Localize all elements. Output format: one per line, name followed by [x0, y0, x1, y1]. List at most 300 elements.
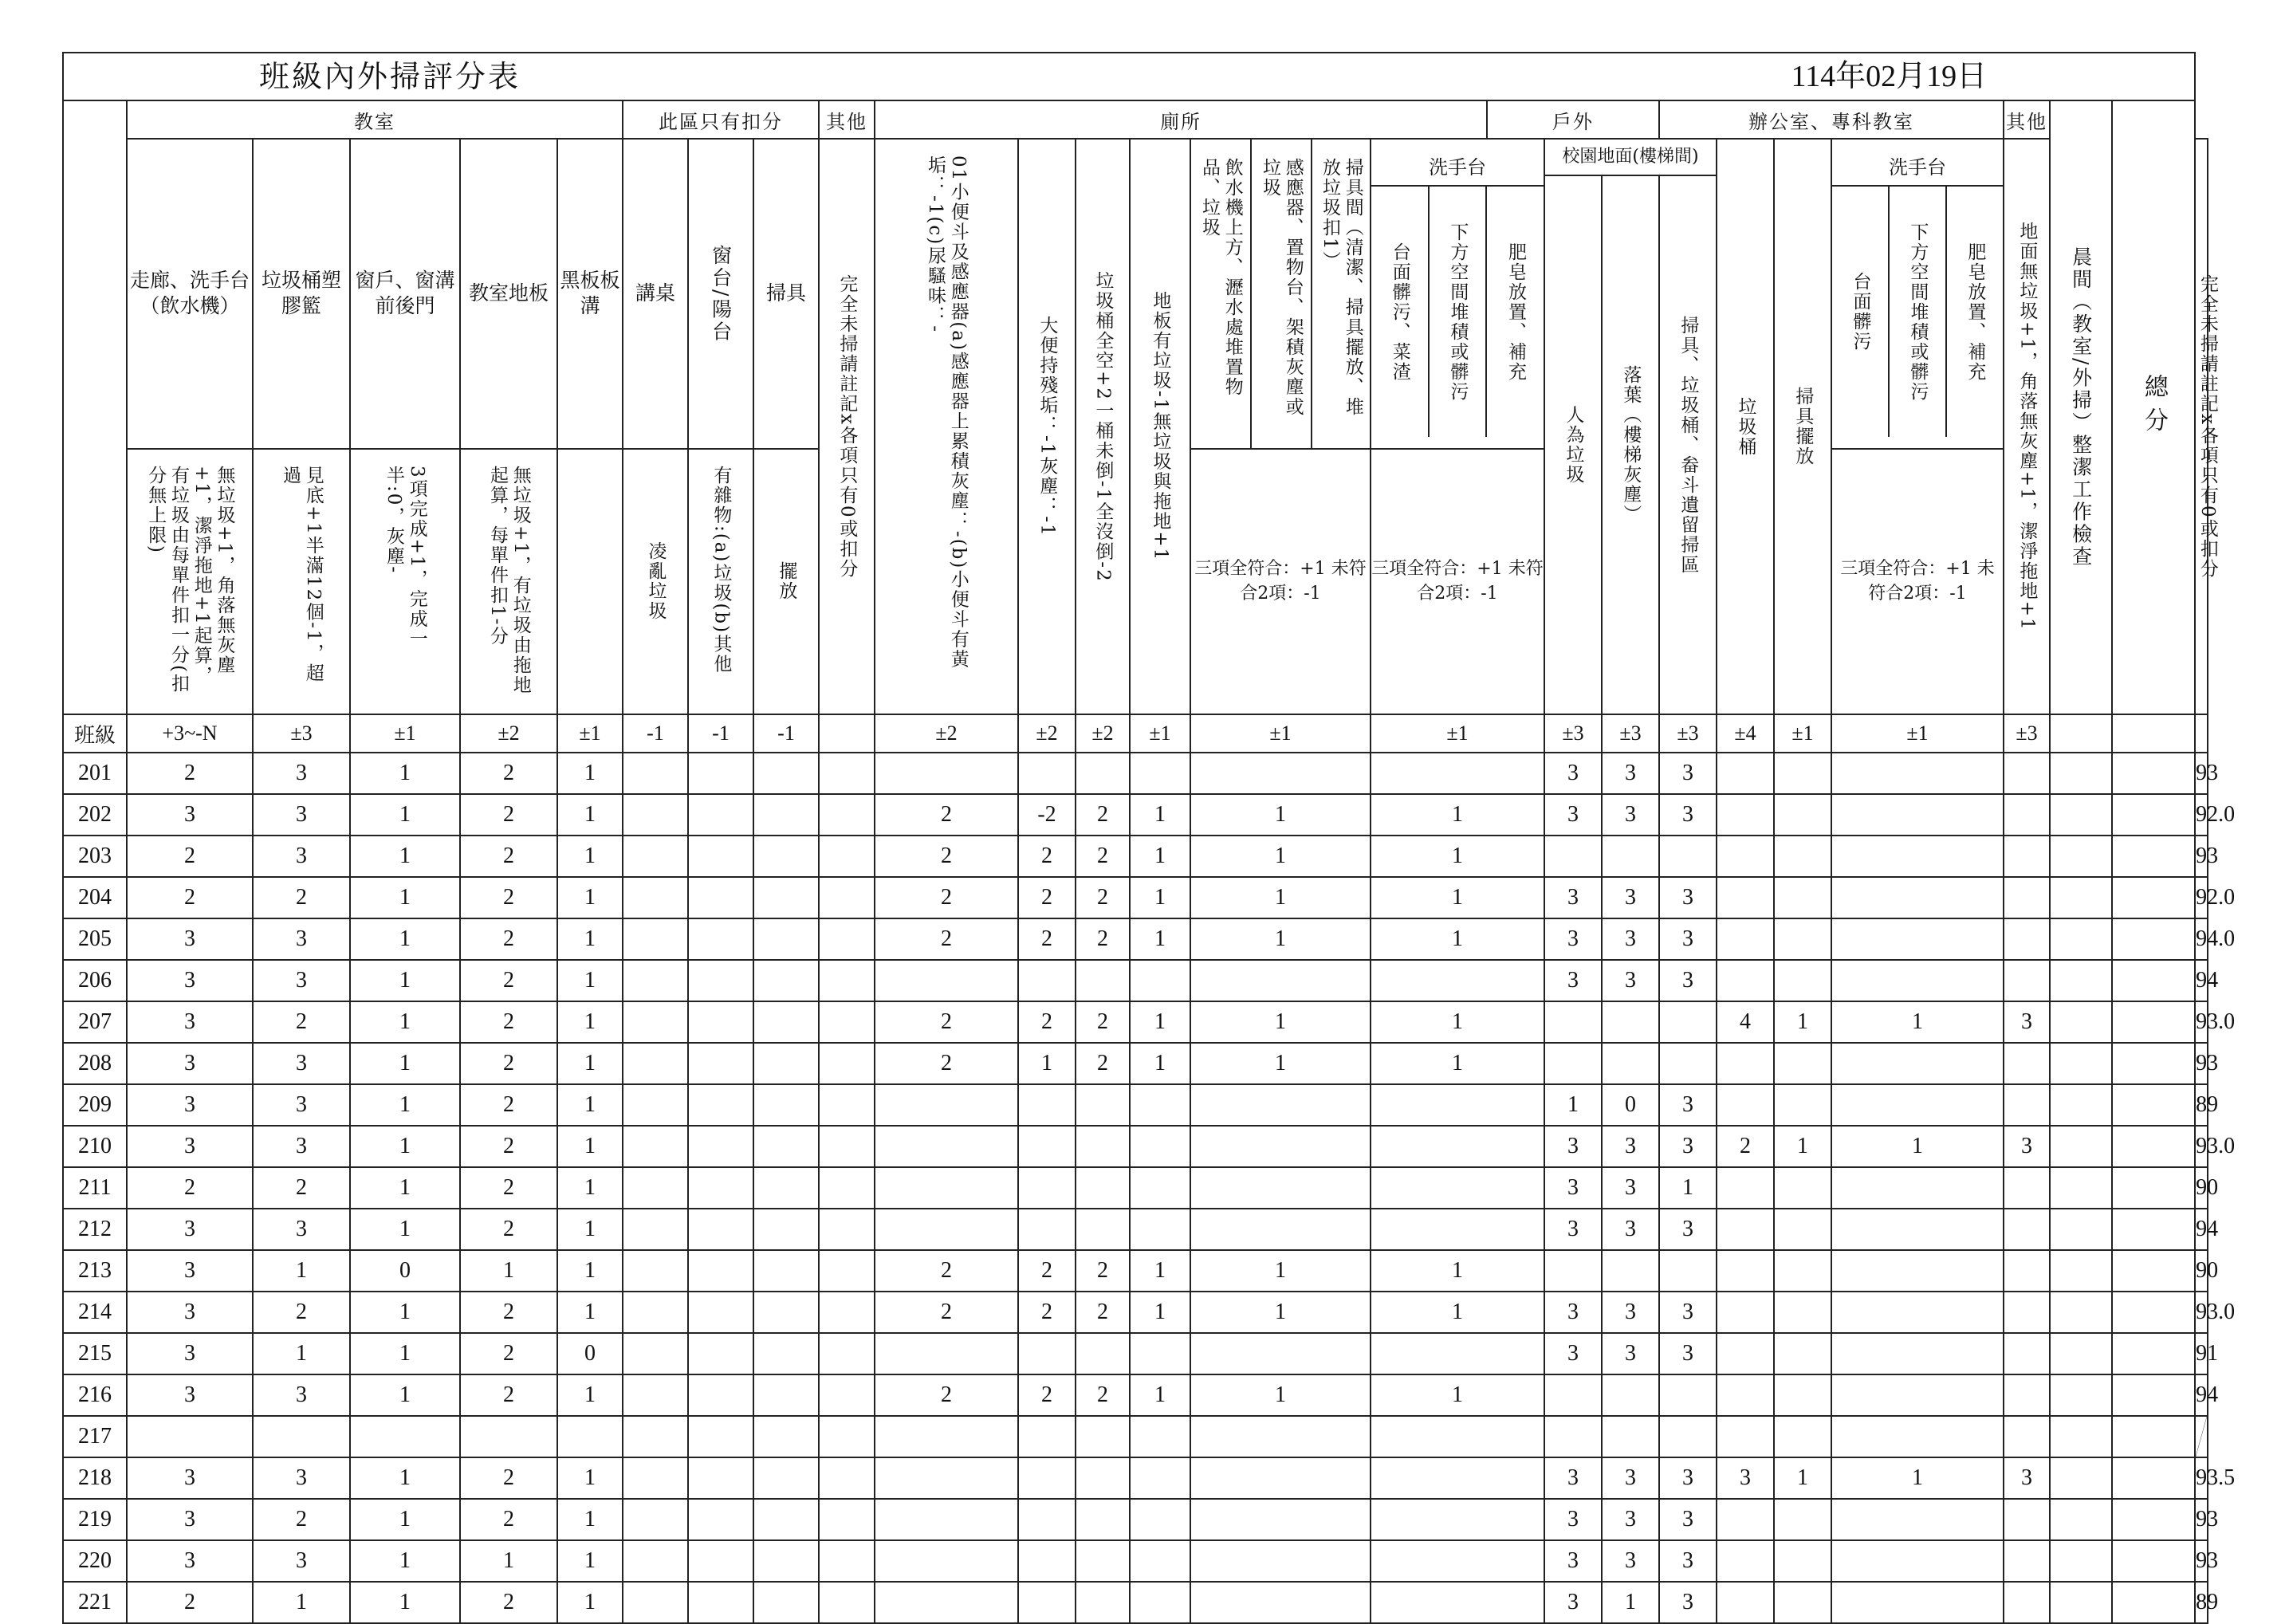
score-cell: 2 [1018, 877, 1076, 918]
score-cell: 2 [875, 1001, 1018, 1043]
score-cell [1130, 1457, 1190, 1499]
score-cell: 1 [1371, 1001, 1544, 1043]
score-cell [1018, 1416, 1076, 1457]
score-cell [1831, 918, 2004, 960]
score-cell: 3 [1659, 1209, 1717, 1250]
score-cell: 1 [1130, 1292, 1190, 1333]
score-cell [1774, 1374, 1831, 1416]
score-cell [1190, 1540, 1371, 1582]
table-row [63, 877, 2208, 918]
score-cell: 3 [1544, 1457, 1602, 1499]
score-cell [2004, 1416, 2050, 1457]
score-cell [1371, 1499, 1544, 1540]
morning-check-cell [2112, 960, 2195, 1001]
score-cell [819, 1582, 875, 1623]
score-cell [875, 1084, 1018, 1126]
hdr-water-dispenser: 飲水機上方、瀝水處堆置物品、垃圾 [1190, 139, 1251, 449]
table-row [63, 960, 2208, 1001]
score-cell [1717, 1582, 1774, 1623]
table-row [63, 1084, 2208, 1126]
score-cell [1717, 836, 1774, 877]
score-range-cell: ±3 [1659, 714, 1717, 753]
score-cell: 2 [460, 1582, 557, 1623]
score-cell: 3 [253, 1084, 350, 1126]
class-rows [63, 753, 2236, 1623]
score-cell [1831, 1250, 2004, 1292]
score-cell: 3 [1602, 877, 1659, 918]
score-cell: 1 [557, 794, 623, 836]
score-cell [688, 1250, 753, 1292]
score-cell [623, 794, 688, 836]
score-cell: 3 [1602, 960, 1659, 1001]
hdr-corridor: 走廊、洗手台（飲水機） [127, 139, 253, 449]
score-cell [1544, 1043, 1602, 1084]
score-cell [1018, 1582, 1076, 1623]
score-cell [688, 794, 753, 836]
score-cell [2050, 1126, 2112, 1167]
score-cell: 3 [127, 1043, 253, 1084]
class-number: 216 [63, 1374, 127, 1416]
score-cell: 1 [350, 753, 460, 794]
score-cell [688, 1374, 753, 1416]
score-cell [753, 1209, 819, 1250]
score-range-cell: ±1 [557, 714, 623, 753]
score-cell: 3 [1544, 960, 1602, 1001]
score-cell [623, 1499, 688, 1540]
score-cell: 1 [350, 1126, 460, 1167]
score-cell [1659, 1043, 1717, 1084]
total-cell: 93.0 [2195, 1001, 2208, 1043]
score-cell: 1 [1130, 1250, 1190, 1292]
score-cell [1076, 1457, 1130, 1499]
score-cell [1831, 1167, 2004, 1209]
score-cell [1076, 1499, 1130, 1540]
score-cell [875, 1582, 1018, 1623]
hdr-washbasin-2: 洗手台 台面髒污 下方空間堆積或髒污 肥皂放置、補充 [1831, 139, 2004, 449]
score-cell: 2 [460, 1457, 557, 1499]
score-cell [688, 877, 753, 918]
score-cell [1659, 1250, 1717, 1292]
score-cell [1831, 1499, 2004, 1540]
score-cell: 2 [460, 1001, 557, 1043]
score-cell: 1 [350, 1499, 460, 1540]
score-cell [1774, 1084, 1831, 1126]
score-cell: 1 [1602, 1582, 1659, 1623]
hdr-office-tools: 掃具擺放 [1774, 139, 1831, 714]
score-range-cell [2195, 714, 2208, 753]
score-cell [819, 1333, 875, 1374]
score-cell: 3 [253, 1457, 350, 1499]
morning-check-cell [2112, 1292, 2195, 1333]
score-cell [2004, 1333, 2050, 1374]
score-cell [819, 1084, 875, 1126]
score-cell: 3 [253, 960, 350, 1001]
score-cell [1717, 794, 1774, 836]
score-range-cell [2050, 714, 2112, 753]
total-cell: 93 [2195, 1043, 2208, 1084]
score-cell: 2 [1076, 794, 1130, 836]
score-cell: 1 [1371, 1292, 1544, 1333]
class-number: 220 [63, 1540, 127, 1582]
score-cell [1544, 1416, 1602, 1457]
score-cell [1076, 753, 1130, 794]
score-cell [875, 1457, 1018, 1499]
score-cell [819, 1416, 875, 1457]
score-cell: 3 [1659, 1333, 1717, 1374]
hdr-tools: 掃具 [753, 139, 819, 449]
score-cell [688, 1540, 753, 1582]
score-range-cell: ±1 [1371, 714, 1544, 753]
morning-check-cell [2112, 877, 2195, 918]
score-cell [2004, 918, 2050, 960]
score-cell [1018, 1333, 1076, 1374]
score-cell [2004, 753, 2050, 794]
score-cell [875, 1540, 1018, 1582]
class-number: 205 [63, 918, 127, 960]
score-cell: 3 [1602, 1126, 1659, 1167]
score-cell [753, 836, 819, 877]
score-cell [1130, 1499, 1190, 1540]
morning-check-cell [2112, 1001, 2195, 1043]
score-range-cell: ±3 [253, 714, 350, 753]
score-cell [623, 1043, 688, 1084]
score-cell: 1 [350, 1457, 460, 1499]
score-cell [819, 1499, 875, 1540]
score-cell [2050, 877, 2112, 918]
score-cell: 1 [1371, 794, 1544, 836]
total-cell: 92.0 [2195, 794, 2208, 836]
morning-check-cell [2112, 1374, 2195, 1416]
score-cell: 1 [1130, 918, 1190, 960]
hdr-window-sill: 窗台/陽台 [688, 139, 753, 449]
score-table [62, 52, 2236, 1624]
score-cell [1774, 794, 1831, 836]
score-cell [688, 1292, 753, 1333]
score-cell [1717, 1416, 1774, 1457]
total-cell [2195, 1416, 2208, 1457]
score-cell: 1 [1130, 877, 1190, 918]
score-cell: 1 [1130, 794, 1190, 836]
score-cell [753, 1292, 819, 1333]
score-cell [1717, 1540, 1774, 1582]
score-range-cell: ±3 [2004, 714, 2050, 753]
score-cell: 3 [127, 1540, 253, 1582]
class-number: 204 [63, 877, 127, 918]
score-cell: 1 [557, 1374, 623, 1416]
total-cell: 94.0 [2195, 918, 2208, 960]
score-cell [688, 1001, 753, 1043]
score-range-cell: ±2 [875, 714, 1018, 753]
score-cell: 1 [1190, 794, 1371, 836]
group-outdoor: 戶外 [1487, 100, 1659, 139]
score-cell: 1 [350, 918, 460, 960]
score-cell: 1 [1371, 918, 1544, 960]
score-cell [1076, 1084, 1130, 1126]
hdr-office-trash: 垃圾桶 [1717, 139, 1774, 714]
score-cell: 3 [127, 1374, 253, 1416]
score-cell [753, 1416, 819, 1457]
hdr-toilet-stain: 大便持殘垢：-1灰塵：-1 [1018, 139, 1076, 714]
table-row [63, 753, 2208, 794]
score-cell [1831, 836, 2004, 877]
hdr-office-floor: 地面無垃圾+1，角落無灰塵+1，潔淨拖地+1 [2004, 139, 2050, 714]
score-cell [1190, 1457, 1371, 1499]
score-cell [1831, 1292, 2004, 1333]
score-cell [1018, 1209, 1076, 1250]
score-cell: 3 [127, 1457, 253, 1499]
score-cell: 1 [1544, 1084, 1602, 1126]
total-header: 總分 [2112, 100, 2195, 714]
score-cell [753, 1582, 819, 1623]
score-cell [1190, 1582, 1371, 1623]
score-cell [623, 918, 688, 960]
score-cell: 3 [1717, 1457, 1774, 1499]
score-cell: 3 [1659, 1540, 1717, 1582]
score-cell [1371, 1126, 1544, 1167]
score-cell: 3 [127, 1292, 253, 1333]
morning-check-cell [2112, 794, 2195, 836]
morning-check-cell [2112, 1126, 2195, 1167]
score-cell: 1 [1371, 836, 1544, 877]
rule-washbasin-2: 三項全符合：+1 未符合2項：-1 [1831, 449, 2004, 714]
score-cell: 3 [1659, 960, 1717, 1001]
score-cell: 3 [1602, 1457, 1659, 1499]
score-cell [688, 960, 753, 1001]
table-row [63, 794, 2208, 836]
table-row [63, 1001, 2208, 1043]
score-cell [1190, 1209, 1371, 1250]
score-cell: 1 [350, 1540, 460, 1582]
score-range-cell: +3~-N [127, 714, 253, 753]
score-cell [1602, 1250, 1659, 1292]
score-cell [1831, 1209, 2004, 1250]
score-label: 班級 [63, 714, 127, 753]
score-cell: 3 [1544, 1167, 1602, 1209]
score-cell: 3 [2004, 1457, 2050, 1499]
rule-blackboard [557, 449, 623, 714]
score-cell [1130, 753, 1190, 794]
rule-desk: 凌亂垃圾 [623, 449, 688, 714]
score-cell [1371, 1333, 1544, 1374]
score-cell: 3 [1659, 794, 1717, 836]
score-cell: 2 [460, 836, 557, 877]
score-cell: 1 [1831, 1001, 2004, 1043]
score-cell [1717, 1499, 1774, 1540]
morning-check-cell [2112, 1457, 2195, 1499]
morning-check-header: 晨間（教室/外掃）整潔工作檢查 [2050, 100, 2112, 714]
score-cell [1076, 1209, 1130, 1250]
score-cell [1831, 1540, 2004, 1582]
morning-check-cell [2112, 1499, 2195, 1540]
score-cell [127, 1416, 253, 1457]
hdr-urinal: 01小便斗及感應器(a)感應器上累積灰塵：-(b)小便斗有黃垢：-1(c)尿騷味：- [875, 139, 1018, 714]
score-cell: 3 [253, 753, 350, 794]
score-cell: 2 [1717, 1126, 1774, 1167]
score-cell: 3 [1544, 753, 1602, 794]
score-cell [2050, 1416, 2112, 1457]
score-cell: 1 [1774, 1001, 1831, 1043]
score-cell [2050, 1209, 2112, 1250]
score-cell: 1 [1774, 1457, 1831, 1499]
score-cell [819, 1457, 875, 1499]
score-cell: 0 [1602, 1084, 1659, 1126]
score-cell [1018, 1499, 1076, 1540]
score-cell [2050, 794, 2112, 836]
score-cell: 1 [1371, 1250, 1544, 1292]
score-cell [623, 1292, 688, 1333]
score-cell: 3 [1659, 877, 1717, 918]
score-cell [1774, 1209, 1831, 1250]
score-cell: 3 [127, 918, 253, 960]
score-cell: 1 [1130, 836, 1190, 877]
score-cell: 3 [1544, 877, 1602, 918]
score-cell [1544, 1250, 1602, 1292]
hdr-windows: 窗戶、窗溝前後門 [350, 139, 460, 449]
score-cell: 3 [127, 1084, 253, 1126]
morning-check-cell [2112, 1333, 2195, 1374]
score-cell: 1 [350, 1043, 460, 1084]
score-cell: 2 [253, 1292, 350, 1333]
score-cell: 2 [460, 794, 557, 836]
score-cell [1774, 1043, 1831, 1084]
score-cell [1659, 1374, 1717, 1416]
morning-check-cell [2112, 918, 2195, 960]
score-cell [2004, 1167, 2050, 1209]
score-cell [753, 918, 819, 960]
score-cell: 2 [875, 1250, 1018, 1292]
score-cell: 1 [350, 1084, 460, 1126]
score-cell: 2 [1018, 1250, 1076, 1292]
group-deduct-only: 此區只有扣分 [623, 100, 819, 139]
class-number: 211 [63, 1167, 127, 1209]
score-cell: 1 [1831, 1457, 2004, 1499]
score-cell [753, 1043, 819, 1084]
score-cell [1774, 1499, 1831, 1540]
score-cell [1831, 1416, 2004, 1457]
hdr-washbasin-1: 洗手台 台面髒污、菜渣 下方空間堆積或髒污 肥皂放置、補充 [1371, 139, 1544, 449]
score-cell [1774, 1582, 1831, 1623]
score-cell: 3 [127, 1209, 253, 1250]
score-cell: 2 [875, 836, 1018, 877]
hdr-tool-room: 掃具間（清潔、掃具擺放、堆放垃圾扣1） [1312, 139, 1371, 449]
score-cell [1371, 1457, 1544, 1499]
score-cell [1544, 836, 1602, 877]
score-range-cell [819, 714, 875, 753]
score-cell: 2 [1076, 1292, 1130, 1333]
class-number: 210 [63, 1126, 127, 1167]
score-cell: 2 [127, 1167, 253, 1209]
score-cell [1190, 1167, 1371, 1209]
score-cell [2050, 753, 2112, 794]
score-cell: 3 [1602, 1540, 1659, 1582]
score-cell: 3 [1602, 918, 1659, 960]
score-cell: 2 [1076, 1043, 1130, 1084]
score-cell [1717, 1250, 1774, 1292]
score-cell [1076, 1167, 1130, 1209]
score-cell: 1 [350, 1209, 460, 1250]
score-cell: 1 [557, 1084, 623, 1126]
score-range-cell: -1 [623, 714, 688, 753]
score-cell [688, 1333, 753, 1374]
score-cell: 1 [1190, 1292, 1371, 1333]
score-cell: 1 [557, 1499, 623, 1540]
score-cell: 1 [557, 918, 623, 960]
class-number: 203 [63, 836, 127, 877]
score-cell [1774, 1167, 1831, 1209]
score-cell: 3 [1602, 1209, 1659, 1250]
score-cell: 1 [350, 1001, 460, 1043]
table-row [63, 1499, 2208, 1540]
score-range-cell: ±1 [1774, 714, 1831, 753]
score-range-cell [2112, 714, 2195, 753]
score-cell: 3 [2004, 1001, 2050, 1043]
score-cell [753, 1333, 819, 1374]
total-cell: 94 [2195, 960, 2208, 1001]
score-cell [2050, 960, 2112, 1001]
group-toilet: 廁所 [875, 100, 1487, 139]
hdr-floor: 教室地板 [460, 139, 557, 449]
score-cell [1659, 836, 1717, 877]
score-cell: 3 [1602, 1333, 1659, 1374]
score-cell [2004, 1582, 2050, 1623]
table-row [63, 1374, 2208, 1416]
score-cell [1371, 1582, 1544, 1623]
score-cell [1018, 753, 1076, 794]
score-cell [623, 1416, 688, 1457]
class-number: 217 [63, 1416, 127, 1457]
score-cell: 3 [1544, 1209, 1602, 1250]
score-cell [1018, 1167, 1076, 1209]
score-cell: 2 [1076, 1374, 1130, 1416]
score-cell: 1 [350, 1333, 460, 1374]
score-cell [753, 1126, 819, 1167]
score-cell: 1 [460, 1250, 557, 1292]
total-cell: 93 [2195, 1499, 2208, 1540]
score-cell [753, 1001, 819, 1043]
table-row [63, 1457, 2208, 1499]
score-cell: 2 [460, 1333, 557, 1374]
score-cell [623, 1250, 688, 1292]
score-cell [623, 960, 688, 1001]
score-cell: 1 [557, 1209, 623, 1250]
score-cell [819, 877, 875, 918]
score-cell [819, 960, 875, 1001]
score-range-cell: ±1 [1190, 714, 1371, 753]
score-cell [1371, 1540, 1544, 1582]
score-cell [1190, 1084, 1371, 1126]
score-cell: 2 [875, 1043, 1018, 1084]
score-cell [1018, 1540, 1076, 1582]
morning-check-cell [2112, 1209, 2195, 1250]
total-cell: 93.5 [2195, 1457, 2208, 1499]
score-cell: 1 [350, 960, 460, 1001]
total-cell: 91 [2195, 1333, 2208, 1374]
score-cell [688, 1126, 753, 1167]
score-cell: 1 [1130, 1001, 1190, 1043]
score-cell: 3 [127, 1250, 253, 1292]
score-cell: 1 [350, 836, 460, 877]
score-cell: 1 [1130, 1374, 1190, 1416]
rule-window-sill: 有雜物:(a)垃圾(b)其他 [688, 449, 753, 714]
score-cell: 2 [1076, 918, 1130, 960]
score-cell [2050, 1167, 2112, 1209]
score-range-cell: ±3 [1544, 714, 1602, 753]
score-cell [1018, 960, 1076, 1001]
score-cell: 3 [253, 918, 350, 960]
score-cell: 3 [1544, 1582, 1602, 1623]
score-cell: 1 [1371, 1043, 1544, 1084]
score-cell [2004, 836, 2050, 877]
